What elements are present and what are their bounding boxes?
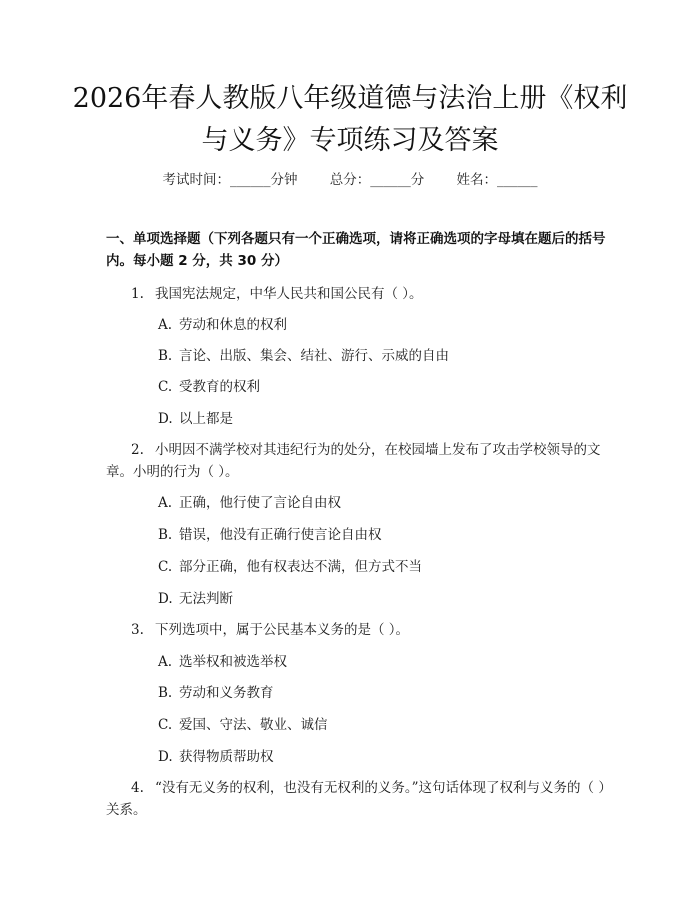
- question-2-option-c: [158, 556, 422, 578]
- option-text: 受教育的权利: [179, 379, 260, 395]
- question-1-option-b: [158, 345, 449, 367]
- option-text: 劳动和休息的权利: [179, 317, 287, 333]
- option-letter: D.: [158, 749, 173, 765]
- option-text: 劳动和义务教育: [179, 685, 274, 701]
- option-text: 以上都是: [179, 411, 233, 427]
- option-letter: C.: [158, 559, 173, 575]
- option-text: 正确，他行使了言论自由权: [179, 495, 341, 511]
- option-letter: C.: [158, 717, 173, 733]
- question-2-option-a: [158, 492, 341, 514]
- option-text: 选举权和被选举权: [179, 654, 287, 670]
- option-text: 获得物质帮助权: [179, 749, 274, 765]
- option-text: 无法判断: [179, 591, 233, 607]
- question-1: [106, 283, 606, 305]
- question-1-option-d: [158, 408, 233, 430]
- option-letter: A.: [158, 495, 173, 511]
- question-3-option-d: [158, 746, 274, 768]
- option-letter: A.: [158, 317, 173, 333]
- question-number: 2.: [131, 442, 144, 458]
- option-letter: B.: [158, 348, 173, 364]
- option-letter: D.: [158, 411, 173, 427]
- exam-time-field: 考试时间：______分钟: [162, 172, 298, 188]
- question-3: [106, 619, 606, 641]
- question-text: 我国宪法规定，中华人民共和国公民有（ ）。: [155, 286, 423, 302]
- document-title: 2026年春人教版八年级道德与法治上册《权利与义务》专项练习及答案: [72, 83, 628, 156]
- exam-name-field: 姓名：______: [456, 172, 538, 188]
- option-letter: D.: [158, 591, 173, 607]
- question-1-option-c: [158, 376, 260, 398]
- question-1-option-a: [158, 314, 287, 336]
- question-2-option-d: [158, 588, 233, 610]
- question-number: 3.: [131, 622, 144, 638]
- exam-score-field: 总分：______分: [329, 172, 425, 188]
- question-2-option-b: [158, 524, 382, 546]
- question-text: “没有无义务的权利，也没有无权利的义务。”这句话体现了权利与义务的（ ）关系。: [106, 780, 606, 818]
- option-letter: B.: [158, 685, 173, 701]
- option-text: 错误，他没有正确行使言论自由权: [179, 527, 382, 543]
- option-letter: B.: [158, 527, 173, 543]
- exam-info-line: [0, 168, 700, 188]
- question-4: [106, 777, 606, 821]
- question-2: [106, 439, 606, 483]
- question-number: 4.: [131, 780, 144, 796]
- question-3-option-c: [158, 714, 328, 736]
- option-text: 言论、出版、集会、结社、游行、示威的自由: [179, 348, 449, 364]
- section-heading-single-choice: 一、单项选择题（下列各题只有一个正确选项，请将正确选项的字母填在题后的括号内。每小题 2 分，共 30 分）: [106, 231, 606, 269]
- question-number: 1.: [131, 286, 144, 302]
- question-3-option-a: [158, 651, 287, 673]
- option-letter: A.: [158, 654, 173, 670]
- question-text: 小明因不满学校对其违纪行为的处分，在校园墙上发布了攻击学校领导的文章。小明的行为（ ）。: [106, 442, 601, 480]
- option-text: 爱国、守法、敬业、诚信: [179, 717, 328, 733]
- option-text: 部分正确，他有权表达不满，但方式不当: [179, 559, 422, 575]
- option-letter: C.: [158, 379, 173, 395]
- question-3-option-b: [158, 682, 274, 704]
- question-text: 下列选项中，属于公民基本义务的是（ ）。: [155, 622, 410, 638]
